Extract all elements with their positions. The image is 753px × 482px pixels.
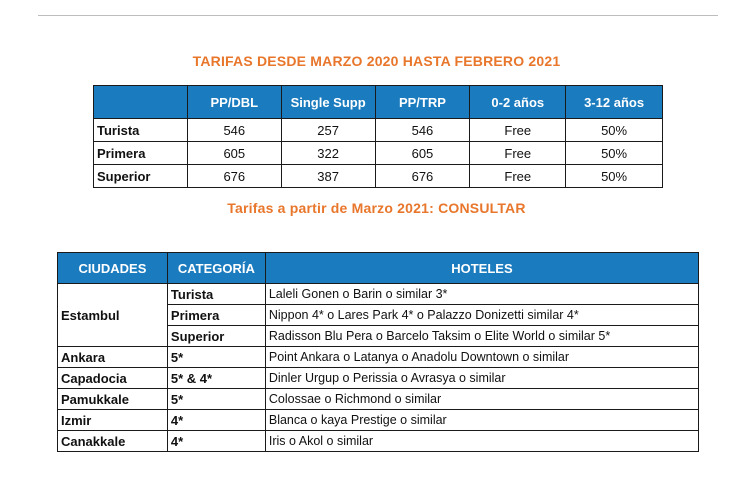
category-cell: Turista bbox=[167, 284, 265, 305]
tariff-table bbox=[93, 85, 663, 188]
city-cell: Ankara bbox=[58, 347, 168, 368]
hotel-cell: Blanca o kaya Prestige o similar bbox=[265, 410, 698, 431]
table-row bbox=[58, 284, 699, 305]
tariff-category: Turista bbox=[94, 119, 188, 142]
page-title: TARIFAS DESDE MARZO 2020 HASTA FEBRERO 2021 bbox=[192, 53, 561, 69]
table-cell: 50% bbox=[566, 165, 663, 188]
tariff-header-single-supp: Single Supp bbox=[281, 86, 375, 119]
category-cell: 4* bbox=[167, 431, 265, 452]
table-row bbox=[58, 347, 699, 368]
table-cell: 387 bbox=[281, 165, 375, 188]
table-row bbox=[58, 410, 699, 431]
hotel-cell: Colossae o Richmond o similar bbox=[265, 389, 698, 410]
hotel-cell: Dinler Urgup o Perissia o Avrasya o similar bbox=[265, 368, 698, 389]
category-cell: 4* bbox=[167, 410, 265, 431]
table-cell: 322 bbox=[281, 142, 375, 165]
table-cell: 257 bbox=[281, 119, 375, 142]
table-row bbox=[58, 368, 699, 389]
table-cell: 676 bbox=[187, 165, 281, 188]
table-cell: 546 bbox=[375, 119, 470, 142]
table-row bbox=[58, 389, 699, 410]
hotels-header-category: CATEGORÍA bbox=[167, 253, 265, 284]
tariff-header-ppdbl: PP/DBL bbox=[187, 86, 281, 119]
hotels-header-row bbox=[58, 253, 699, 284]
subtitle: Tarifas a partir de Marzo 2021: CONSULTAR bbox=[227, 200, 526, 216]
city-cell: Izmir bbox=[58, 410, 168, 431]
table-row bbox=[58, 431, 699, 452]
table-cell: Free bbox=[470, 165, 566, 188]
top-divider bbox=[38, 15, 718, 16]
hotels-header-cities: CIUDADES bbox=[58, 253, 168, 284]
tariff-header-age-0-2: 0-2 años bbox=[470, 86, 566, 119]
table-row bbox=[94, 119, 663, 142]
hotels-header-hotels: HOTELES bbox=[265, 253, 698, 284]
table-cell: 676 bbox=[375, 165, 470, 188]
table-cell: 50% bbox=[566, 119, 663, 142]
category-cell: 5* bbox=[167, 347, 265, 368]
hotel-cell: Nippon 4* o Lares Park 4* o Palazzo Donizetti similar 4* bbox=[265, 305, 698, 326]
category-cell: 5* & 4* bbox=[167, 368, 265, 389]
category-cell: Primera bbox=[167, 305, 265, 326]
hotel-cell: Point Ankara o Latanya o Anadolu Downtown o similar bbox=[265, 347, 698, 368]
tariff-header-blank bbox=[94, 86, 188, 119]
table-cell: 546 bbox=[187, 119, 281, 142]
table-cell: Free bbox=[470, 142, 566, 165]
table-cell: Free bbox=[470, 119, 566, 142]
city-cell: Estambul bbox=[58, 284, 168, 347]
table-cell: 605 bbox=[375, 142, 470, 165]
city-cell: Canakkale bbox=[58, 431, 168, 452]
hotels-table bbox=[57, 252, 699, 452]
hotel-cell: Iris o Akol o similar bbox=[265, 431, 698, 452]
tariff-category: Primera bbox=[94, 142, 188, 165]
category-cell: Superior bbox=[167, 326, 265, 347]
table-cell: 50% bbox=[566, 142, 663, 165]
hotel-cell: Radisson Blu Pera o Barcelo Taksim o Elite World o similar 5* bbox=[265, 326, 698, 347]
tariff-header-age-3-12: 3-12 años bbox=[566, 86, 663, 119]
table-row bbox=[94, 165, 663, 188]
tariff-header-pptrp: PP/TRP bbox=[375, 86, 470, 119]
city-cell: Pamukkale bbox=[58, 389, 168, 410]
city-cell: Capadocia bbox=[58, 368, 168, 389]
tariff-category: Superior bbox=[94, 165, 188, 188]
table-cell: 605 bbox=[187, 142, 281, 165]
table-row bbox=[94, 142, 663, 165]
category-cell: 5* bbox=[167, 389, 265, 410]
hotel-cell: Laleli Gonen o Barin o similar 3* bbox=[265, 284, 698, 305]
tariff-header-row bbox=[94, 86, 663, 119]
